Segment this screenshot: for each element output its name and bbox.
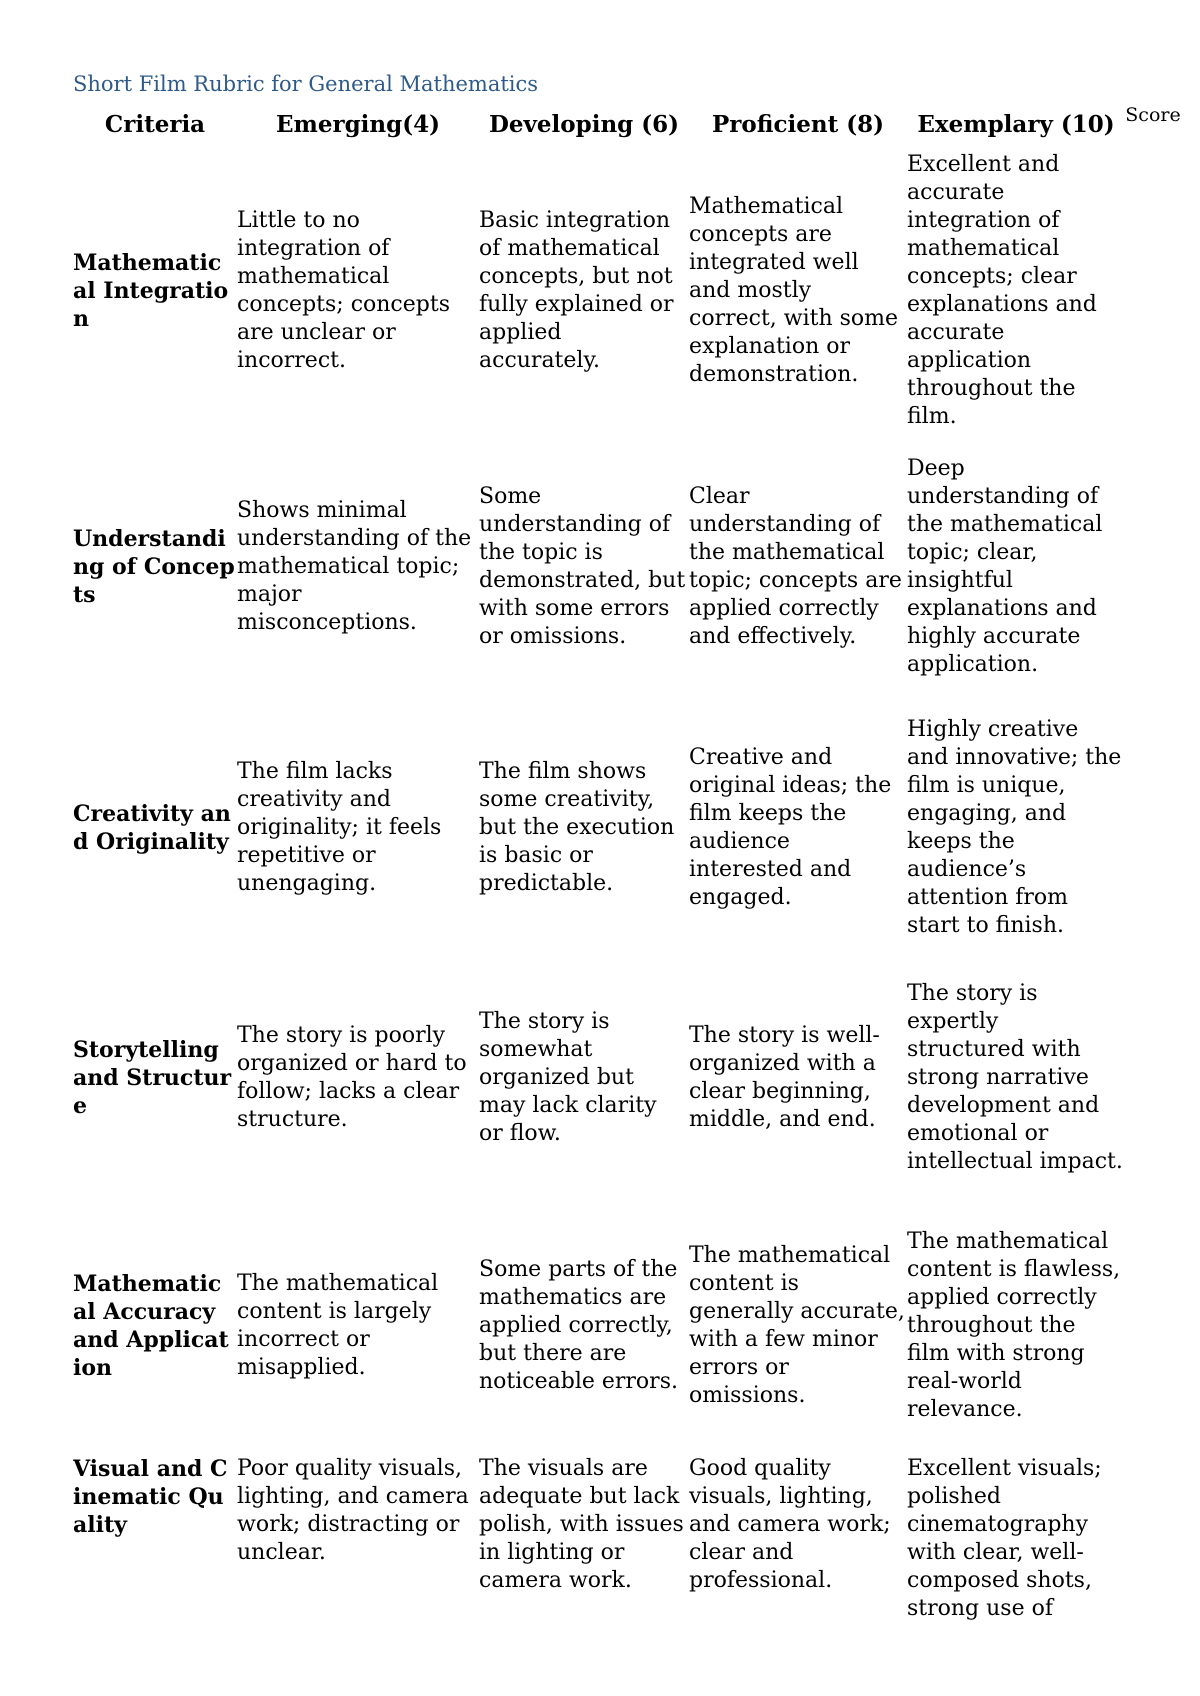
header-score: Score: [1125, 104, 1181, 126]
cell-proficient: Creative and original ideas; the film keeps the audience interested and engaged.: [689, 745, 892, 910]
header-row: [73, 103, 1181, 147]
header-exemplary: Exemplary (10): [917, 111, 1115, 138]
cell-proficient: The story is well-organized with a clear beginning, middle, and end.: [689, 1023, 880, 1132]
table-row: [73, 959, 1181, 1199]
table-row: [73, 1199, 1181, 1455]
cell-exemplary: Deep understanding of the mathematical topic; clear, insightful explanations and highly accurate application.: [907, 456, 1103, 677]
row-criteria: Mathematical Integration: [73, 250, 229, 332]
cell-developing: Some parts of the mathematics are applied correctly, but there are noticeable errors.: [479, 1257, 678, 1394]
cell-exemplary: The story is expertly structured with strong narrative development and emotional or intellectual impact.: [907, 981, 1123, 1174]
cell-emerging: The film lacks creativity and originality; it feels repetitive or unengaging.: [237, 759, 442, 896]
cell-score[interactable]: [1125, 1455, 1181, 1635]
cell-developing: Basic integration of mathematical concepts, but not fully explained or applied accurately.: [479, 208, 674, 373]
table-row: [73, 1455, 1181, 1635]
row-criteria: Mathematical Accuracy and Application: [73, 1271, 229, 1381]
table-row: [73, 437, 1181, 699]
cell-proficient: The mathematical content is generally accurate, with a few minor errors or omissions.: [689, 1243, 905, 1408]
cell-exemplary: The mathematical content is flawless, applied correctly throughout the film with strong real-world relevance.: [907, 1229, 1121, 1422]
cell-exemplary: Excellent and accurate integration of mathematical concepts; clear explanations and accurate application throughout the film.: [907, 152, 1097, 429]
cell-emerging: The story is poorly organized or hard to follow; lacks a clear structure.: [237, 1023, 467, 1132]
cell-proficient: Mathematical concepts are integrated well and mostly correct, with some explanation or demonstration.: [689, 194, 899, 387]
cell-score[interactable]: [1125, 147, 1181, 437]
table-row: [73, 699, 1181, 959]
cell-developing: The film shows some creativity, but the execution is basic or predictable.: [479, 759, 675, 896]
document-title: Short Film Rubric for General Mathematics: [73, 72, 539, 96]
rubric-table: [73, 103, 1181, 1635]
table-row: [73, 147, 1181, 437]
header-proficient: Proficient (8): [712, 111, 884, 138]
cell-score[interactable]: [1125, 959, 1181, 1199]
cell-developing: The story is somewhat organized but may lack clarity or flow.: [479, 1009, 657, 1146]
cell-developing: Some understanding of the topic is demonstrated, but with some errors or omissions.: [479, 484, 686, 649]
cell-proficient: Good quality visuals, lighting, and camera work; clear and professional.: [689, 1456, 891, 1593]
cell-score[interactable]: [1125, 437, 1181, 699]
cell-exemplary: Excellent visuals; polished cinematography with clear, well-composed shots, strong use of: [907, 1456, 1102, 1621]
row-criteria: Creativity and Originality: [73, 801, 231, 855]
row-criteria: Storytelling and Structure: [73, 1037, 232, 1119]
cell-score[interactable]: [1125, 699, 1181, 959]
cell-proficient: Clear understanding of the mathematical topic; concepts are applied correctly and effectively.: [689, 484, 902, 649]
header-emerging: Emerging(4): [275, 111, 440, 138]
row-criteria: Understanding of Concepts: [73, 526, 235, 608]
header-criteria: Criteria: [104, 111, 206, 138]
cell-exemplary: Highly creative and innovative; the film is unique, engaging, and keeps the audience’s attention from start to finish.: [907, 717, 1122, 938]
cell-developing: The visuals are adequate but lack polish, with issues in lighting or camera work.: [479, 1456, 684, 1593]
cell-emerging: Poor quality visuals, lighting, and camera work; distracting or unclear.: [237, 1456, 469, 1565]
cell-score[interactable]: [1125, 1199, 1181, 1455]
row-criteria: Visual and Cinematic Quality: [73, 1456, 228, 1538]
cell-emerging: The mathematical content is largely incorrect or misapplied.: [237, 1271, 439, 1380]
cell-emerging: Shows minimal understanding of the mathematical topic; major misconceptions.: [237, 498, 472, 635]
cell-emerging: Little to no integration of mathematical concepts; concepts are unclear or incorrect.: [237, 208, 450, 373]
header-developing: Developing (6): [488, 111, 680, 138]
